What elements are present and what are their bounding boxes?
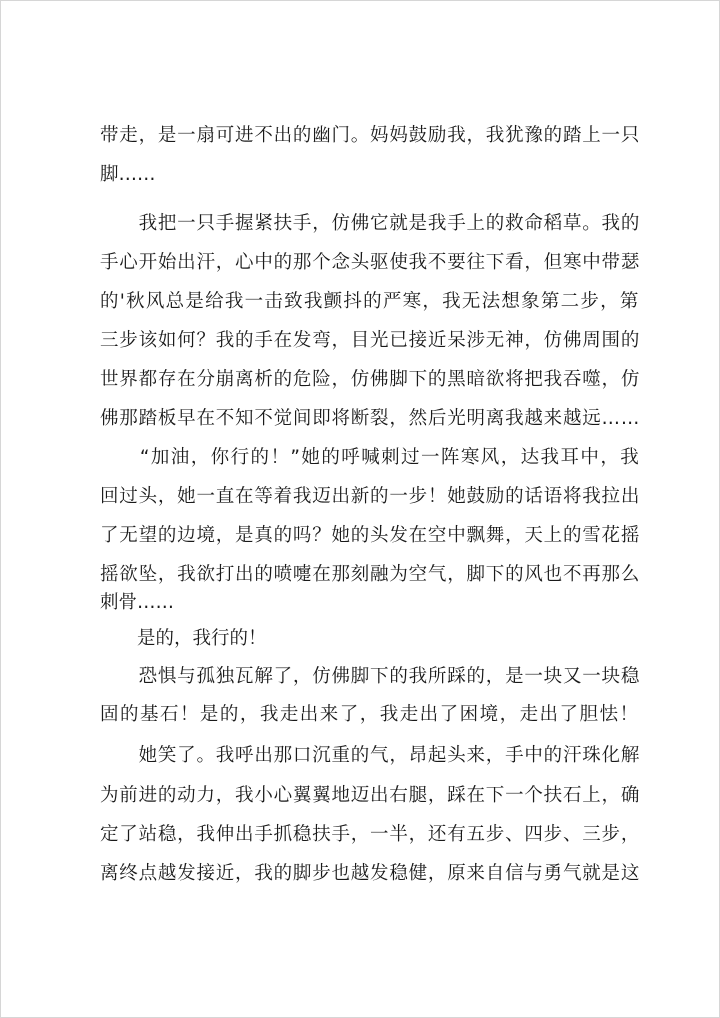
text-line: 恐惧与孤独瓦解了，仿佛脚下的我所踩的，是一块又一块稳 bbox=[100, 666, 641, 687]
text-line: 刺骨…… bbox=[100, 592, 175, 613]
text-line: 手心开始出汗，心中的那个念头驱使我不要往下看，但寒中带瑟 bbox=[100, 252, 641, 273]
text-line: 定了站稳，我伸出手抓稳扶手，一半，还有五步、四步、三步， bbox=[100, 824, 641, 845]
text-line: 回过头，她一直在等着我迈出新的一步！她鼓励的话语将我拉出 bbox=[100, 486, 641, 507]
text-line: 离终点越发接近，我的脚步也越发稳健，原来自信与勇气就是这 bbox=[100, 863, 641, 884]
text-line: 她笑了。我呼出那口沉重的气，昂起头来，手中的汗珠化解 bbox=[100, 745, 641, 766]
text-line: 摇欲坠，我欲打出的喷嚏在那刻融为空气，脚下的风也不再那么 bbox=[100, 564, 641, 585]
text-line: 带走，是一扇可进不出的幽门。妈妈鼓励我，我犹豫的踏上一只 bbox=[100, 125, 641, 146]
text-line: 了无望的边境，是真的吗？她的头发在空中飘舞，天上的雪花摇 bbox=[100, 525, 641, 546]
text-line: 世界都存在分崩离析的危险，仿佛脚下的黑暗欲将把我吞噬，仿 bbox=[100, 369, 641, 390]
text-line: 固的基石！是的，我走出来了，我走出了困境，走出了胆怯！ bbox=[100, 704, 640, 725]
text-line: 的'秋风总是给我一击致我颤抖的严寒，我无法想象第二步，第 bbox=[100, 291, 640, 312]
text-line: 脚…… bbox=[100, 164, 156, 185]
text-line: 佛那踏板早在不知不觉间即将断裂，然后光明离我越来越远…… bbox=[100, 408, 641, 429]
text-line: 三步该如何？我的手在发弯，目光已接近呆涉无神，仿佛周围的 bbox=[100, 330, 641, 351]
text-line: “加油，你行的！”她的呼喊刺过一阵寒风，达我耳中，我 bbox=[100, 447, 641, 468]
text-line: 为前进的动力，我小心翼翼地迈出右腿，踩在下一个扶石上，确 bbox=[100, 785, 641, 806]
text-line: 我把一只手握紧扶手，仿佛它就是我手上的救命稻草。我的 bbox=[100, 213, 641, 234]
text-line: 是的，我行的！ bbox=[100, 628, 267, 649]
